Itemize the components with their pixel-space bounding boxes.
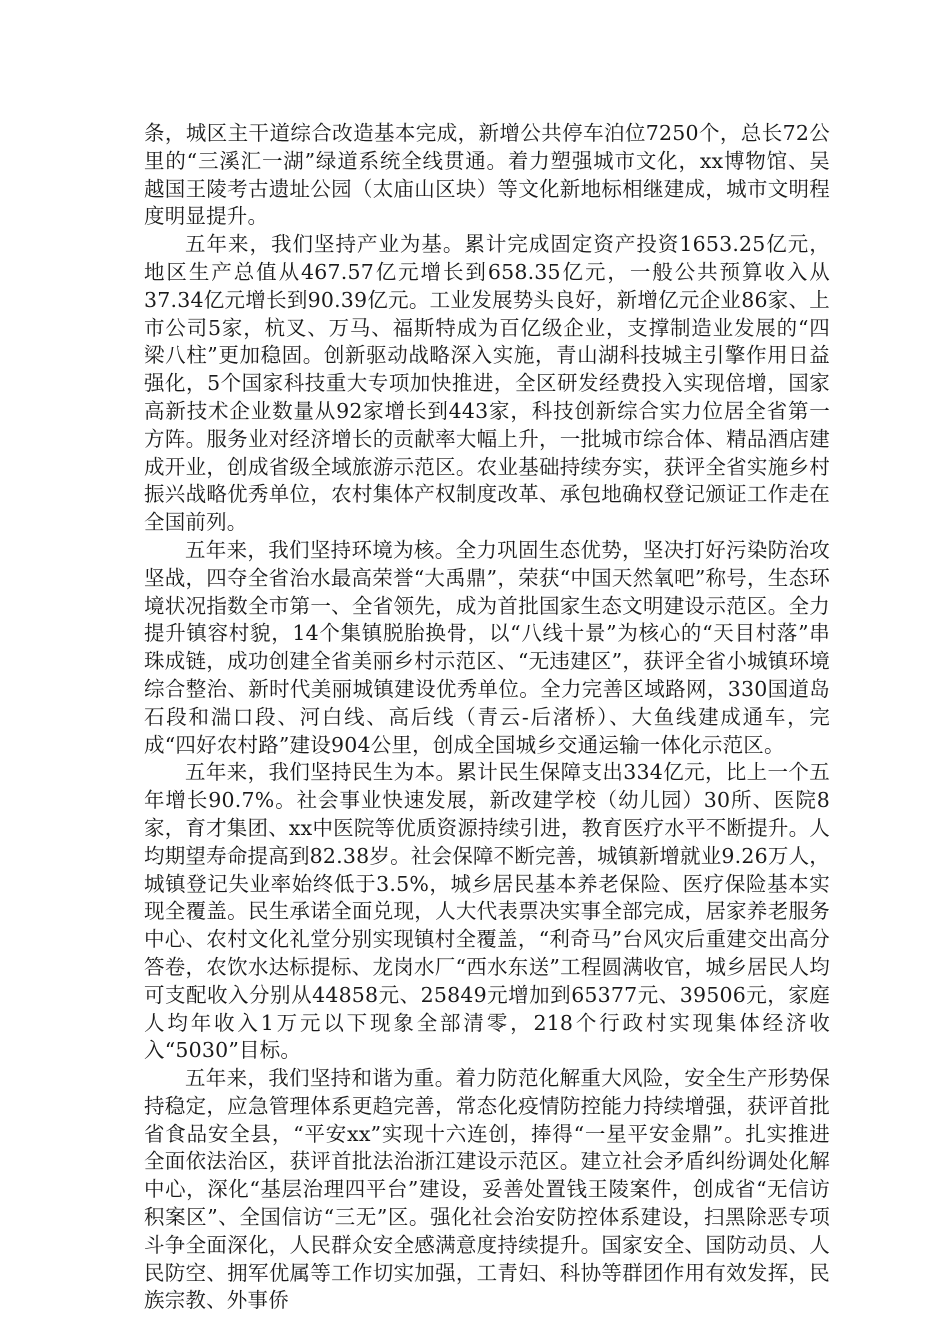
paragraph-harmony: 五年来，我们坚持和谐为重。着力防范化解重大风险，安全生产形势保持稳定，应急管理体系更趋完善，常态化疫情防控能力持续增强，获评首批省食品安全县，“平安xx”实现十六连创，捧得“一星平安金鼎”。扎实推进全面依法治区，获评首批法治浙江建设示范区。建立社会矛盾纠纷调处化解中心，深化“基层治理四平台”建设，妥善处置钱王陵案件，创成省“无信访积案区”、全国信访“三无”区。强化社会治安防控体系建设，扫黑除恶专项斗争全面深化，人民群众安全感满意度持续提升。国家安全、国防动员、人民防空、拥军优属等工作切实加强，工青妇、科协等群团作用有效发挥，民族宗教、外事侨 (144, 1066, 830, 1313)
document-body (144, 120, 830, 1315)
paragraph-environment: 五年来，我们坚持环境为核。全力巩固生态优势，坚决打好污染防治攻坚战，四夺全省治水最高荣誉“大禹鼎”，荣获“中国天然氧吧”称号，生态环境状况指数全市第一、全省领先，成为首批国家生态文明建设示范区。全力提升镇容村貌，14个集镇脱胎换骨，以“八线十景”为核心的“天目村落”串珠成链，成功创建全省美丽乡村示范区、“无违建区”，获评全省小城镇环境综合整治、新时代美丽城镇建设优秀单位。全力完善区域路网，330国道岛石段和湍口段、河白线、高后线（青云-后渚桥）、大鱼线建成通车，完成“四好农村路”建设904公里，创成全国城乡交通运输一体化示范区。 (144, 537, 830, 757)
paragraph-industry: 五年来，我们坚持产业为基。累计完成固定资产投资1653.25亿元，地区生产总值从467.57亿元增长到658.35亿元，一般公共预算收入从37.34亿元增长到90.39亿元。工业发展势头良好，新增亿元企业86家、上市公司5家，杭叉、万马、福斯特成为百亿级企业，支撑制造业发展的“四梁八柱”更加稳固。创新驱动战略深入实施，青山湖科技城主引擎作用日益强化，5个国家科技重大专项加快推进，全区研发经费投入实现倍增，国家高新技术企业数量从92家增长到443家，科技创新综合实力位居全省第一方阵。服务业对经济增长的贡献率大幅上升，一批城市综合体、精品酒店建成开业，创成省级全域旅游示范区。农业基础持续夯实，获评全省实施乡村振兴战略优秀单位，农村集体产权制度改革、承包地确权登记颁证工作走在全国前列。 (144, 232, 830, 535)
paragraph-urban-construction: 条，城区主干道综合改造基本完成，新增公共停车泊位7250个，总长72公里的“三溪汇一湖”绿道系统全线贯通。着力塑强城市文化，xx博物馆、吴越国王陵考古遗址公园（太庙山区块）等文化新地标相继建成，城市文明程度明显提升。 (144, 121, 830, 229)
paragraph-livelihood: 五年来，我们坚持民生为本。累计民生保障支出334亿元，比上一个五年增长90.7%。社会事业快速发展，新改建学校（幼儿园）30所、医院8家，育才集团、xx中医院等优质资源持续引进，教育医疗水平不断提升。人均期望寿命提高到82.38岁。社会保障不断完善，城镇新增就业9.26万人，城镇登记失业率始终低于3.5%，城乡居民基本养老保险、医疗保险基本实现全覆盖。民生承诺全面兑现，人大代表票决实事全部完成，居家养老服务中心、农村文化礼堂分别实现镇村全覆盖，“利奇马”台风灾后重建交出高分答卷，农饮水达标提标、龙岗水厂“西水东送”工程圆满收官，城乡居民人均可支配收入分别从44858元、25849元增加到65377元、39506元，家庭人均年收入1万元以下现象全部清零，218个行政村实现集体经济收入“5030”目标。 (144, 760, 830, 1063)
